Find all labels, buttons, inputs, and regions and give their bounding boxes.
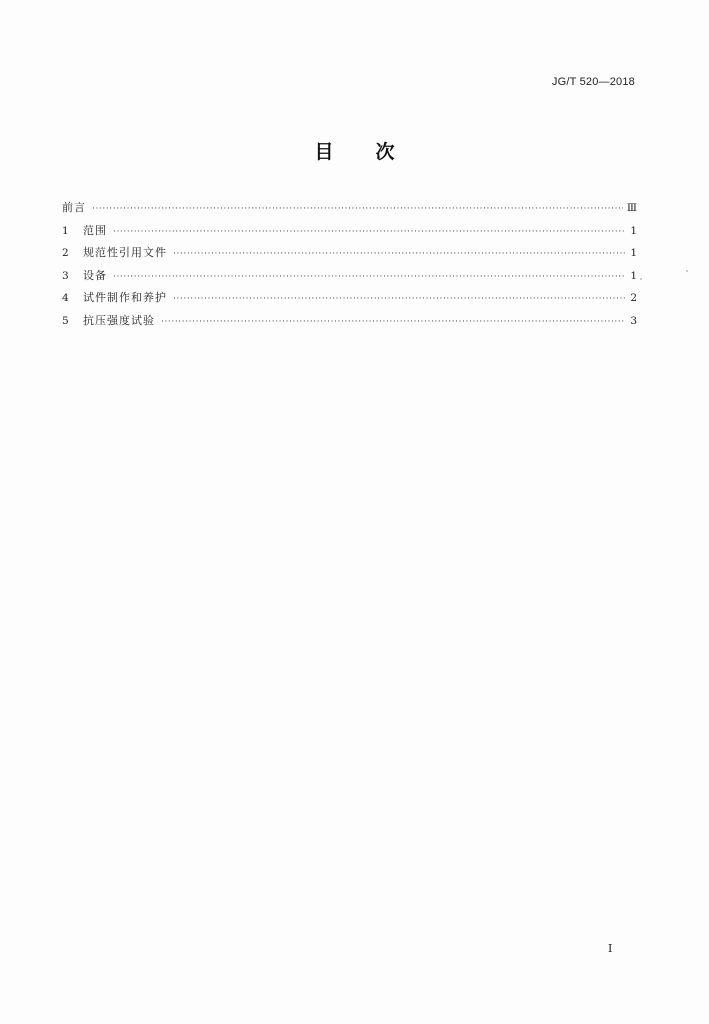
toc-entry-page: 3 xyxy=(630,314,637,327)
toc-entry-specimen-preparation[interactable] xyxy=(62,289,637,312)
toc-entry-number: 1 xyxy=(62,224,69,237)
toc-entry-label: 试件制作和养护 xyxy=(83,291,167,304)
toc-entry-page: 2 xyxy=(630,292,637,304)
toc-entry-page: 1 xyxy=(630,224,637,237)
toc-entry-label: 前言 xyxy=(62,201,86,214)
toc-entry-foreword[interactable] xyxy=(62,199,637,222)
toc-entry-number: 5 xyxy=(62,314,69,327)
page-number: Ⅰ xyxy=(608,942,613,955)
toc-entry-scope[interactable] xyxy=(62,222,637,245)
toc-leader-dots xyxy=(173,290,625,308)
toc-entry-label: 设备 xyxy=(83,268,107,282)
toc-entry-number: 2 xyxy=(62,247,69,259)
toc-entry-compressive-strength-test[interactable] xyxy=(62,312,637,335)
toc-entry-label: 范围 xyxy=(83,223,107,237)
scan-speck xyxy=(640,278,642,280)
toc-entry-number: 3 xyxy=(62,269,69,282)
scan-speck xyxy=(686,270,688,272)
toc-leader-dots xyxy=(92,200,623,218)
toc-entry-normative-references[interactable] xyxy=(62,244,637,267)
page-title: 目次 xyxy=(314,141,437,163)
toc-entry-page: 1 xyxy=(630,247,637,259)
toc-entry-page: 1 xyxy=(630,269,637,282)
toc-entry-label: 抗压强度试验 xyxy=(83,313,155,327)
toc-entry-equipment[interactable] xyxy=(62,267,637,290)
toc-entry-number: 4 xyxy=(62,292,69,304)
toc-leader-dots xyxy=(173,245,625,263)
toc-leader-dots xyxy=(113,268,625,286)
toc-leader-dots xyxy=(161,313,625,331)
toc-entry-page: Ⅲ xyxy=(626,202,637,214)
table-of-contents xyxy=(62,199,637,334)
standard-code: JG/T 520—2018 xyxy=(551,76,635,88)
toc-leader-dots xyxy=(113,223,625,241)
toc-entry-label: 规范性引用文件 xyxy=(83,246,167,259)
